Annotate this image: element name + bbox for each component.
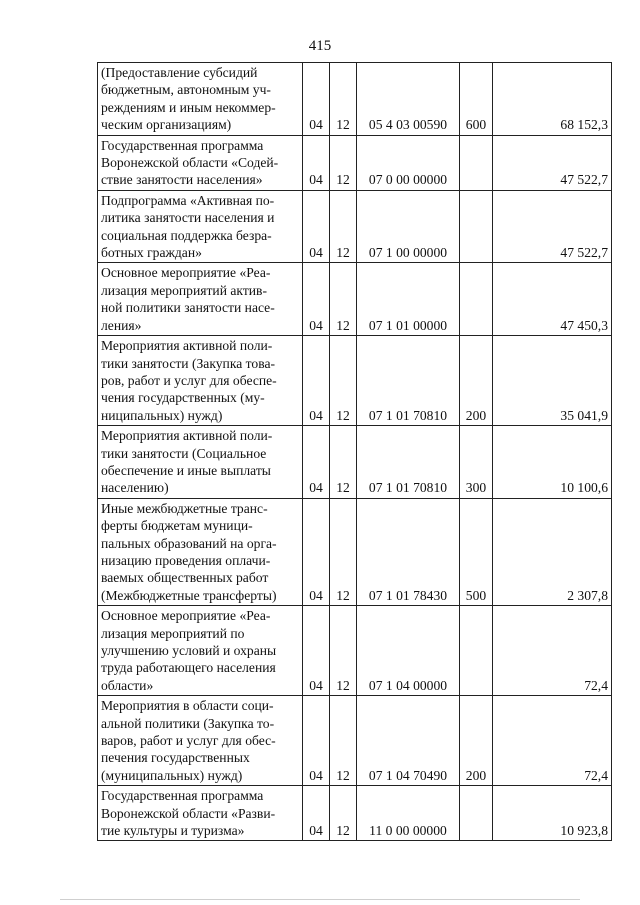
row-name: Государственная программа Воронежской области «Разви- тие культуры и туризма» xyxy=(101,788,276,839)
row-name: (Предоставление субсидий бюджетным, автономным уч- реждениям и иным некоммер- ческим организациям) xyxy=(101,65,276,133)
row-expense-type xyxy=(460,606,493,696)
row-section-code: 04 xyxy=(303,135,330,190)
table-row xyxy=(98,786,612,841)
row-name: Мероприятия в области соци- альной политики (Закупка то- варов, работ и услуг для обес- печения государственных (муниципальных) нужд) xyxy=(101,698,276,783)
row-name-cell xyxy=(98,135,303,190)
row-subsection-code: 12 xyxy=(330,63,357,136)
row-subsection-code: 12 xyxy=(330,786,357,841)
row-expense-type xyxy=(460,786,493,841)
table-row xyxy=(98,336,612,426)
row-section-code: 04 xyxy=(303,606,330,696)
row-amount: 47 522,7 xyxy=(493,135,612,190)
row-expense-type: 200 xyxy=(460,696,493,786)
row-expense-type: 200 xyxy=(460,336,493,426)
row-section-code: 04 xyxy=(303,696,330,786)
row-expense-type xyxy=(460,190,493,263)
table-row xyxy=(98,498,612,605)
row-name: Основное мероприятие «Реа- лизация мероприятий актив- ной политики занятости насе- ления» xyxy=(101,265,275,333)
row-target-article: 11 0 00 00000 xyxy=(357,786,460,841)
row-amount: 35 041,9 xyxy=(493,336,612,426)
row-name-cell xyxy=(98,263,303,336)
row-name-cell xyxy=(98,336,303,426)
row-section-code: 04 xyxy=(303,63,330,136)
row-name: Государственная программа Воронежской области «Содей- ствие занятости населения» xyxy=(101,137,279,188)
row-amount: 47 450,3 xyxy=(493,263,612,336)
row-section-code: 04 xyxy=(303,263,330,336)
row-subsection-code: 12 xyxy=(330,696,357,786)
row-target-article: 07 1 00 00000 xyxy=(357,190,460,263)
table-row xyxy=(98,696,612,786)
row-name: Основное мероприятие «Реа- лизация мероприятий по улучшению условий и охраны труда работающего населения области» xyxy=(101,608,277,693)
row-subsection-code: 12 xyxy=(330,336,357,426)
row-amount: 2 307,8 xyxy=(493,498,612,605)
page-bottom-rule xyxy=(60,899,580,900)
row-subsection-code: 12 xyxy=(330,190,357,263)
row-expense-type xyxy=(460,263,493,336)
row-amount: 10 923,8 xyxy=(493,786,612,841)
row-amount: 47 522,7 xyxy=(493,190,612,263)
row-name: Мероприятия активной поли- тики занятости (Закупка това- ров, работ и услуг для обеспе- чения государственных (му- ниципальных) нужд) xyxy=(101,338,277,423)
row-name: Мероприятия активной поли- тики занятости (Социальное обеспечение и иные выплаты населению) xyxy=(101,428,273,496)
row-section-code: 04 xyxy=(303,336,330,426)
row-name-cell xyxy=(98,426,303,499)
table-row xyxy=(98,606,612,696)
table-row xyxy=(98,135,612,190)
row-amount: 72,4 xyxy=(493,696,612,786)
row-subsection-code: 12 xyxy=(330,263,357,336)
row-name-cell xyxy=(98,786,303,841)
row-expense-type: 600 xyxy=(460,63,493,136)
row-subsection-code: 12 xyxy=(330,498,357,605)
row-expense-type xyxy=(460,135,493,190)
row-target-article: 07 0 00 00000 xyxy=(357,135,460,190)
row-target-article: 07 1 04 00000 xyxy=(357,606,460,696)
row-name-cell xyxy=(98,63,303,136)
table-row xyxy=(98,63,612,136)
row-name: Подпрограмма «Активная по- литика занятости населения и социальная поддержка безра- ботных граждан» xyxy=(101,192,275,261)
row-expense-type: 500 xyxy=(460,498,493,605)
row-name-cell xyxy=(98,696,303,786)
row-subsection-code: 12 xyxy=(330,135,357,190)
row-section-code: 04 xyxy=(303,498,330,605)
row-name: Иные межбюджетные транс- ферты бюджетам муници- пальных образований на орга- низацию проведения оплачи- ваемых общественных работ (Межбюджетные трансферты) xyxy=(101,500,277,603)
row-expense-type: 300 xyxy=(460,426,493,499)
table-row xyxy=(98,426,612,499)
row-target-article: 07 1 04 70490 xyxy=(357,696,460,786)
row-name-cell xyxy=(98,498,303,605)
row-target-article: 07 1 01 00000 xyxy=(357,263,460,336)
row-name-cell xyxy=(98,190,303,263)
row-subsection-code: 12 xyxy=(330,426,357,499)
row-target-article: 07 1 01 70810 xyxy=(357,426,460,499)
row-section-code: 04 xyxy=(303,786,330,841)
budget-table xyxy=(97,62,612,841)
row-target-article: 07 1 01 70810 xyxy=(357,336,460,426)
row-subsection-code: 12 xyxy=(330,606,357,696)
row-target-article: 07 1 01 78430 xyxy=(357,498,460,605)
row-section-code: 04 xyxy=(303,426,330,499)
budget-table-body xyxy=(98,63,612,841)
page-number: 415 xyxy=(308,38,332,54)
row-amount: 68 152,3 xyxy=(493,63,612,136)
row-name-cell xyxy=(98,606,303,696)
table-row xyxy=(98,190,612,263)
table-row xyxy=(98,263,612,336)
row-amount: 72,4 xyxy=(493,606,612,696)
row-target-article: 05 4 03 00590 xyxy=(357,63,460,136)
row-section-code: 04 xyxy=(303,190,330,263)
row-amount: 10 100,6 xyxy=(493,426,612,499)
